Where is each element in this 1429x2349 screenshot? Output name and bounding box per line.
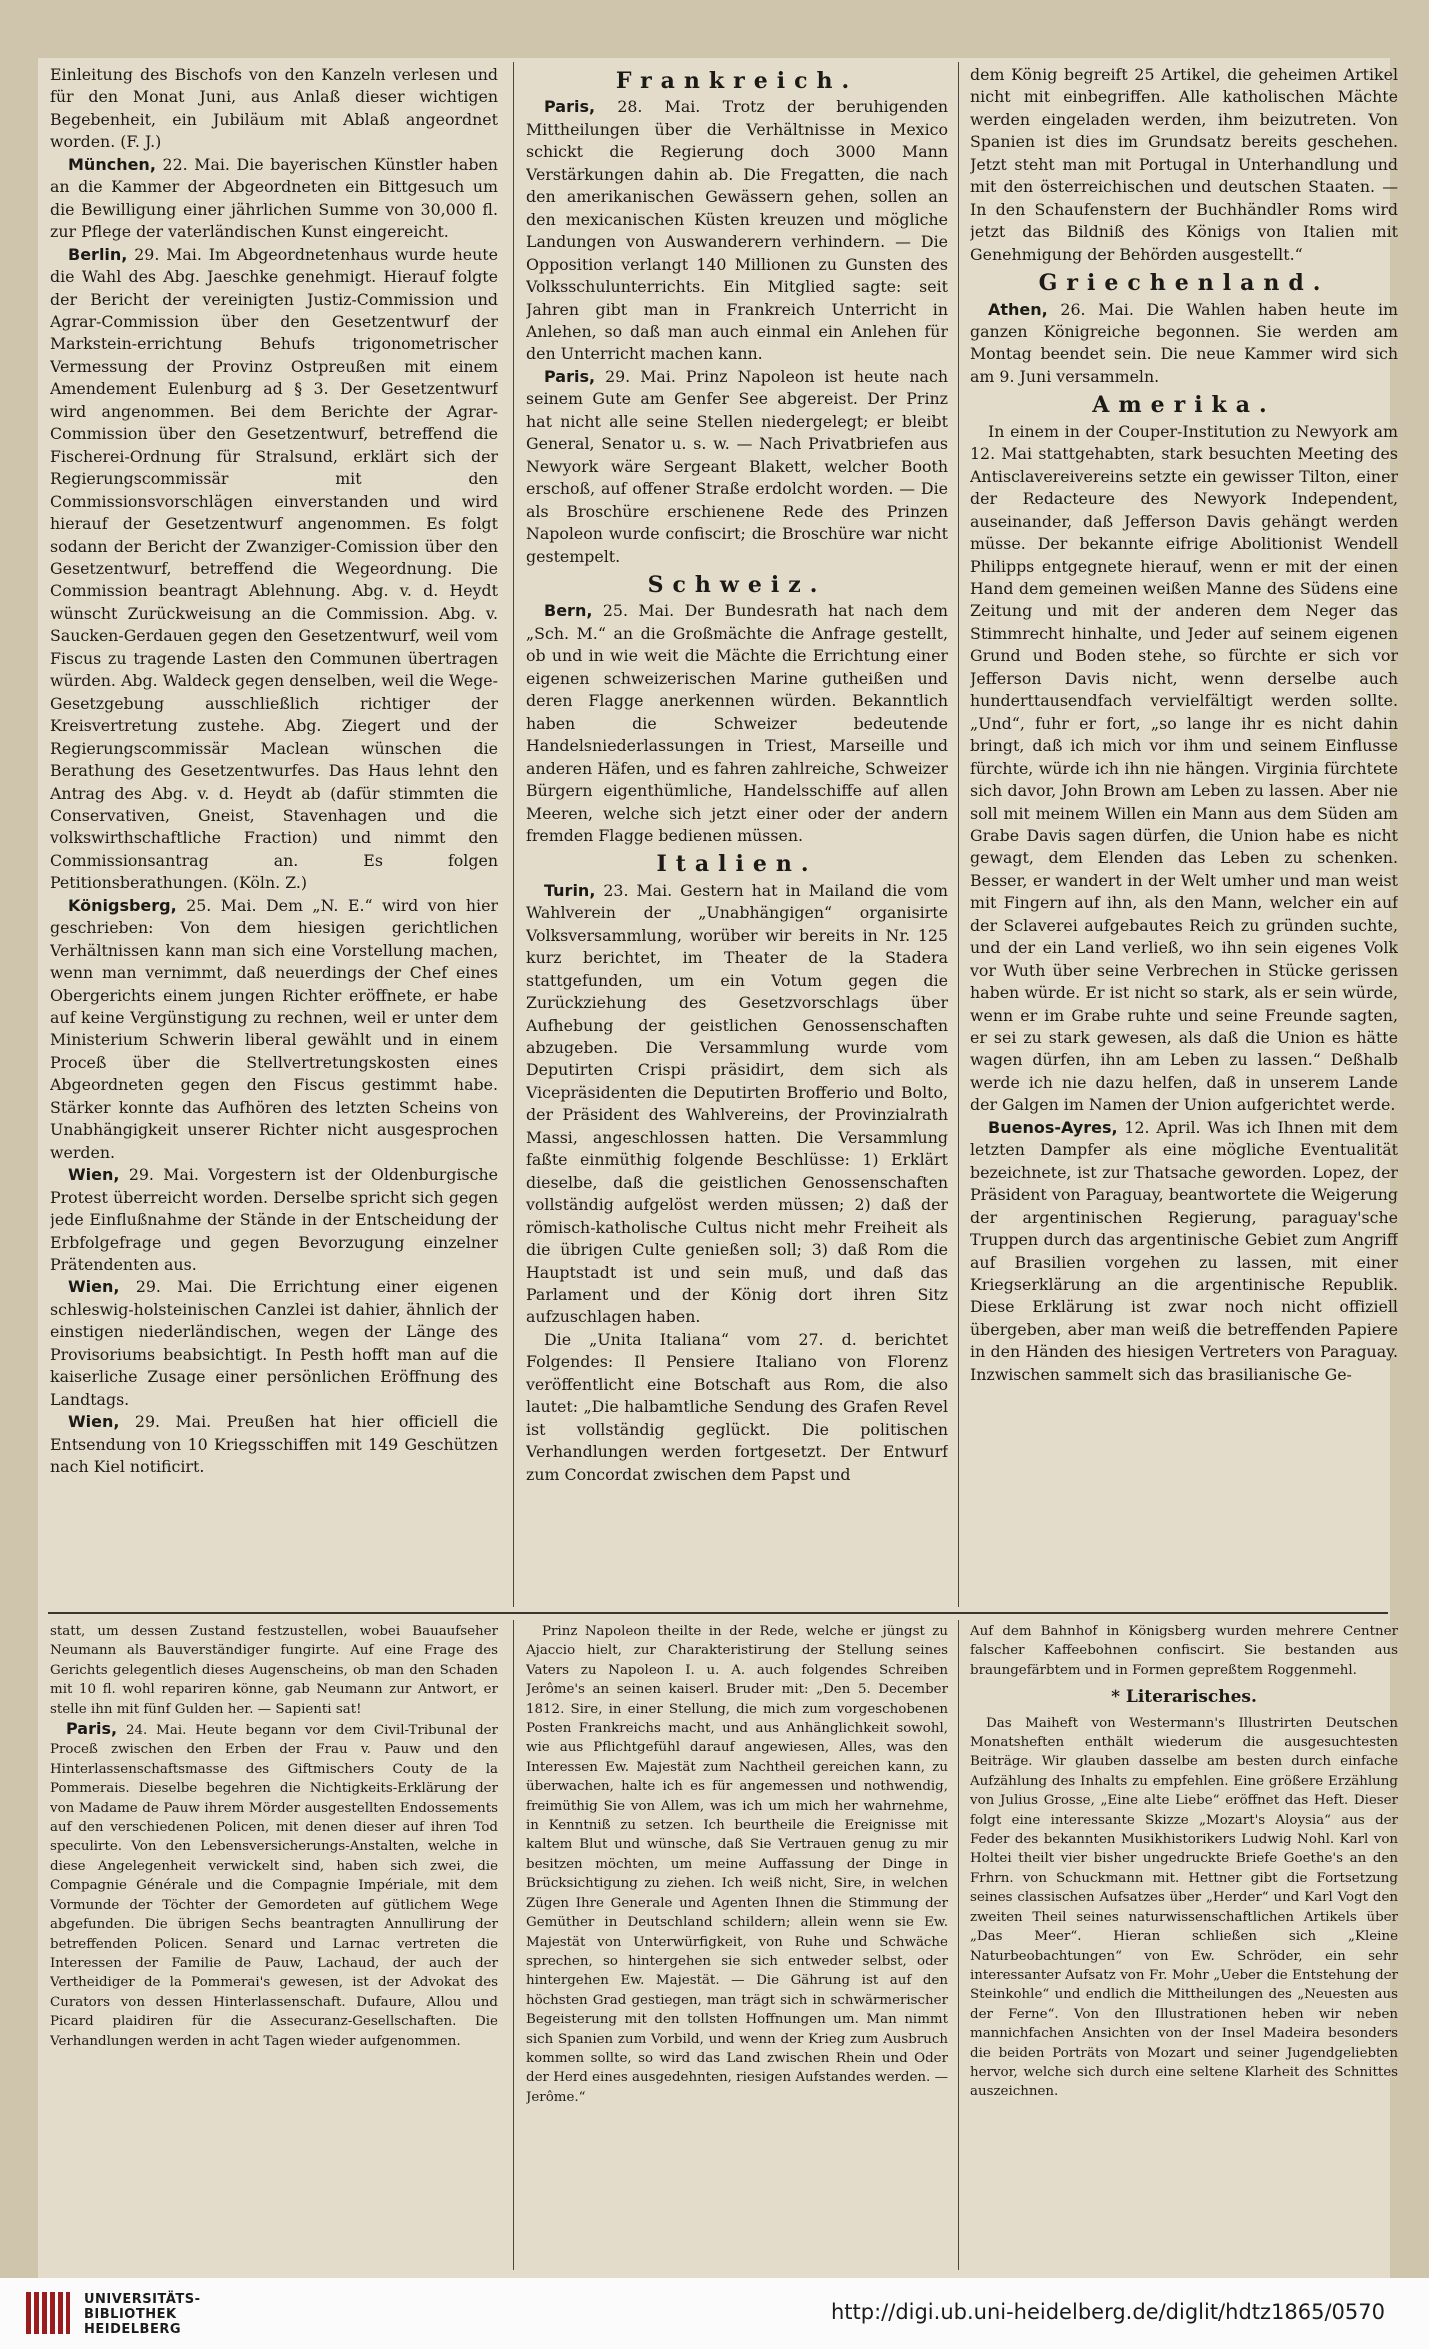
section-heading: * Literarisches. <box>1111 1687 1257 1708</box>
article-paragraph <box>50 64 498 154</box>
library-name-line2: BIBLIOTHEK <box>84 2307 177 2322</box>
article-paragraph <box>526 1622 948 2107</box>
library-name <box>84 2292 200 2337</box>
article-text: 28. Mai. Trotz der beruhigenden Mittheilungen über die Verhältnisse in Mexico schickt die Regierung doch 3000 Mann Verstärkungen dahin ab. Die Fregatten, die nach den amerikanischen Gewässern gehen, sollen an den mexicanischen Küsten kreuzen und mögliche Landungen von Auswanderern verhindern. — Die Opposition verlangt 140 Millionen zu Gunsten des Volksschulunterrichts. Ein Mitglied sagte: seit Jahren gibt man in Frankreich Unterricht in Anlehen, so daß man auch einmal ein Anlehen für den Unterricht machen kann. <box>526 97 948 364</box>
article-paragraph <box>50 1719 498 2051</box>
article-paragraph <box>50 1411 498 1478</box>
article-text: 22. Mai. Die bayerischen Künstler haben an die Kammer der Abgeordneten ein Bittgesuch um die Bewilligung einer jährlichen Summe von 30,000 fl. zur Pflege der vaterländischen Kunst eingereicht. <box>50 154 498 242</box>
article-paragraph <box>970 299 1398 389</box>
article-text: 29. Mai. Die Errichtung einer eigenen schleswig-holsteinischen Canzlei ist dahier, ähnlich der einstigen niederländischen, wegen der Länge des Provisoriums beabsichtigt. In Pesth hofft man auf die kaiserliche Zusage einer persönlichen Eröffnung des Landtags. <box>50 1277 498 1409</box>
university-library-logo-icon <box>24 2288 72 2338</box>
library-footer <box>0 2278 1429 2349</box>
dateline-place: Paris, <box>66 1719 118 1739</box>
lower-column-left <box>50 1622 498 2272</box>
article-text: 29. Mai. Vorgestern ist der Oldenburgische Protest überreicht worden. Derselbe spricht sich gegen jede Einflußnahme der Stände in der Entscheidung der Erbfolgefrage und gegen Bevorzugung einzelner Prätendenten aus. <box>50 1165 498 1275</box>
article-paragraph <box>50 244 498 895</box>
dateline-place: Wien, <box>68 1277 120 1297</box>
section-heading: Frankreich. <box>615 68 859 94</box>
article-text: 24. Mai. Heute begann vor dem Civil-Tribunal der Proceß zwischen den Erben der Frau v. Pauw und den Hinterlassenschaftsmasse des Giftmischers Couty de la Pommerais. Dieselbe begehren die Nichtigkeits-Erklärung der von Madame de Pauw ihrem Mörder ausgestellten Endossements auf den verschiedenen Policen, mit denen dieser auf ihren Tod speculirte. Von den Lebensversicherungs-Anstalten, welche in diese Angelegenheit verwickelt sind, haben sich zwei, die Compagnie Générale und die Compagnie Impériale, mit dem Vormunde der Töchter der Gemordeten auf gütlichem Wege abgefunden. Die übrigen Sechs beantragten Annullirung der betreffenden Policen. Senard und Larnac vertreten die Interessen der Familie de Pauw, Lachaud, der auch der Vertheidiger de la Pommerai's gewesen, ist der Advokat des Curators von dessen Hinterlassenschaft. Dufaure, Allou und Picard plaidiren für die Assecuranz-Gesellschaften. Die Verhandlungen werden in acht Tagen wieder aufgenommen. <box>50 1723 498 2049</box>
article-paragraph <box>526 600 948 847</box>
article-paragraph <box>50 1164 498 1276</box>
article-text: 12. April. Was ich Ihnen mit dem letzten Dampfer als eine mögliche Eventualität bezeichnete, ist zur Thatsache geworden. Lopez, der Präsident von Paraguay, beantwortete die Weigerung der argentinischen Regierung, paraguay'sche Truppen durch das argentinische Gebiet zum Angriff auf Brasilien vorgehen zu lassen, mit einer Kriegserklärung an die argentinische Republik. Diese Erklärung ist zwar noch nicht offiziell übergeben, aber man weiß die betreffenden Papiere in den Händen des hiesigen Vertreters von Paraguay. Inzwischen sammelt sich das brasilianische Ge- <box>970 1117 1398 1384</box>
article-paragraph <box>526 96 948 365</box>
article-paragraph <box>526 366 948 568</box>
article-paragraph <box>526 880 948 1329</box>
article-text: 29. Mai. Preußen hat hier officiell die Entsendung von 10 Kriegsschiffen mit 149 Geschützen nach Kiel notificirt. <box>50 1412 498 1477</box>
dateline-place: Paris, <box>544 366 596 386</box>
column-rule-2 <box>958 62 959 1607</box>
column-rule-1 <box>513 62 514 1607</box>
dateline-place: Königsberg, <box>68 895 177 915</box>
article-text: 25. Mai. Dem „N. E.“ wird von hier geschrieben: Von dem hiesigen gerichtlichen Verhältnissen kann man sich eine Vorstellung machen, wenn man vernimmt, daß neuerdings der Chef eines Obergerichts einem jungen Richter eröffnete, er habe auf keine Vergünstigung zu rechnen, weil er unter dem Ministerium Schwerin liberal gewählt und in einem Proceß über die Stellvertretungskosten eines Abgeordneten gegen den Fiscus gestimmt habe. Stärker konnte das Aufhören des letzten Scheins von Unabhängigkeit unserer Richter nicht ausgesprochen werden. <box>50 895 498 1162</box>
library-name-line1: UNIVERSITÄTS- <box>84 2292 201 2307</box>
article-paragraph <box>50 895 498 1164</box>
article-paragraph <box>50 1276 498 1411</box>
dateline-place: Turin, <box>544 880 596 900</box>
section-divider <box>48 1612 1388 1614</box>
lower-column-middle <box>526 1622 948 2272</box>
library-name-line3: HEIDELBERG <box>84 2322 182 2337</box>
article-text: 26. Mai. Die Wahlen haben heute im ganzen Königreiche begonnen. Sie werden am Montag beendet sein. Die neue Kammer wird sich am 9. Juni versammeln. <box>970 299 1398 386</box>
continued-text: Auf dem Bahnhof in Königsberg wurden mehrere Centner falscher Kaffeebohnen confiscirt. Sie bestanden aus braungefärbtem und in Formen gepreßtem Roggenmehl. <box>970 1624 1398 1678</box>
article-paragraph <box>50 154 498 244</box>
dateline-place: Paris, <box>544 97 596 117</box>
section-heading: Amerika. <box>1092 392 1276 419</box>
article-text: In einem in der Couper-Institution zu Newyork am 12. Mai stattgehabten, stark besuchten Meeting des Antisclavereivereins setzte ein gewisser Tilton, einer der Redacteure des Newyork Independent, auseinander, daß Jefferson Davis gehängt werden müsse. Der bekannte eifrige Abolitionist Wendell Philipps entgegnete hierauf, wenn er mit der einen Hand dem gemeinen weißen Manne des Südens eine Zeitung und mit der anderen dem Neger das Stimmrecht hinhalte, und Jeder auf seinem eigenen Grund und Boden stehe, so fürchte er sich vor Jefferson Davis nicht, wenn derselbe auch hunderttausendfach vervielfältigt werden sollte. „Und“, fuhr er fort, „so lange ihr es nicht dahin bringt, daß ich mich vor ihm und seinem Einflusse fürchte, würde ich ihn nie hängen. Virginia fürchtete sich davor, John Brown am Leben zu lassen. Aber nie soll mit meinem Willen ein Mann aus dem Süden am Grabe Davis sagen dürfen, die Union habe es nicht gewagt, dem Elenden das Leben zu schenken. Besser, er wandert in der Welt umher und man weist mit Fingern auf ihn, als den Mann, welcher ein auf der Sclaverei aufgebautes Reich zu gründen suchte, und der ein Land verließ, wo ihn sein eigenes Volk vor Wuth über seine Verbrechen in Stücke gerissen haben würde. Er ist nicht so stark, als er sein würde, wenn er im Grabe ruhte und seine Freunde sagten, er sei zu stark gewesen, als daß die Union es hätte wagen dürfen, ihn am Leben zu lassen.“ Deßhalb werde ich nie dazu helfen, daß in unserem Lande der Galgen im Namen der Union aufgerichtet werde. <box>970 421 1398 1115</box>
section-heading: Griechenland. <box>1038 270 1330 297</box>
literary-review-text: Das Maiheft von Westermann's Illustrirten Deutschen Monatsheften enthält wiederum die ausgesuchtesten Beiträge. Wir glauben dasselbe am besten durch einfache Aufzählung des Inhalts zu empfehlen. Eine größere Erzählung von Julius Grosse, „Eine alte Liebe“ eröffnet das Heft. Dieser folgt eine interessante Skizze „Mozart's Aloysia“ aus der Feder des bekannten Musikhistorikers Ludwig Nohl. Karl von Holtei theilt vier bisher ungedruckte Briefe Goethe's an den Frhrn. von Schuckmann mit. Hettner gibt die Fortsetzung seines classischen Aufsatzes über „Herder“ und Karl Vogt den zweiten Theil seines naturwissenschaftlichen Artikels über „Das Meer“. Hieran schließen sich „Kleine Naturbeobachtungen“ von Ew. Schröder, ein sehr interessanter Aufsatz von Fr. Mohr „Ueber die Entstehung der Steinkohle“ und endlich die Mittheilungen des „Neuesten aus der Ferne“. Von den Illustrationen heben wir neben mannichfachen Ansichten von der Insel Madeira besonders die beiden Porträts von Mozart und seiner Jugendgeliebten hervor, welche sich durch eine seltene Klarheit des Schnittes auszeichnen. <box>970 1715 1398 2100</box>
dateline-place: Berlin, <box>68 244 128 264</box>
article-text: Die „Unita Italiana“ vom 27. d. berichtet Folgendes: Il Pensiere Italiano von Florenz veröffentlicht eine Botschaft aus Rom, die also lautet: „Die halbamtliche Sendung des Grafen Revel ist vollständig geglückt. Die politischen Verhandlungen werden fortgesetzt. Der Entwurf zum Concordat zwischen dem Papst und <box>526 1329 948 1484</box>
lower-column-right <box>970 1622 1398 2272</box>
article-text: Einleitung des Bischofs von den Kanzeln verlesen und für den Monat Juni, aus Anlaß dieser wichtigen Begebenheit, ein Jubiläum mit Ablaß angeordnet worden. (F. J.) <box>50 65 498 152</box>
column-rule-3 <box>513 1620 514 2270</box>
dateline-place: Wien, <box>68 1412 120 1432</box>
section-heading: Schweiz. <box>647 571 827 598</box>
article-paragraph <box>970 1117 1398 1386</box>
section-heading: Italien. <box>656 851 818 878</box>
article-text: 29. Mai. Im Abgeordnetenhaus wurde heute die Wahl des Abg. Jaeschke genehmigt. Hierauf folgte der Bericht der vereinigten Justiz-Commission und Agrar-Commission über den Gesetzentwurf der Markstein-errichtung Behufs trigonometrischer Vermessung der Provinz Ostpreußen mit einem Amendement Eulenburg ad § 3. Der Gesetzentwurf wird angenommen. Bei dem Berichte der Agrar-Commission über den Gesetzentwurf, betreffend die Fischerei-Ordnung für Stralsund, erklärt sich der Regierungscommissär mit den Commissionsvorschlägen einverstanden und wird hierauf der Gesetzentwurf angenommen. Es folgt sodann der Bericht der Zwanziger-Comission über den Gesetzentwurf, betreffend die Wegeordnung. Die Commission beantragt Ablehnung. Abg. v. d. Heydt wünscht Zurückweisung an die Commission. Abg. v. Saucken-Gerdauen gegen den Gesetzentwurf, weil vom Fiscus zu tragende Lasten den Communen übertragen würden. Abg. Waldeck gegen denselben, weil die Wege-Gesetzgebung ausschließlich richtiger der Kreisvertretung zustehe. Abg. Ziegert und der Regierungscommissär Maclean wünschen die Berathung des Gesetzentwurfes. Das Haus lehnt den Antrag des Abg. v. d. Heydt ab (dafür stimmten die Conservativen, Gneist, Stavenhagen und die volkswirthschaftliche Fraction) und nimmt den Commissionsantrag an. Es folgen Petitionsberathungen. (Köln. Z.) <box>50 244 498 893</box>
dateline-place: Wien, <box>68 1165 120 1185</box>
dateline-place: Buenos-Ayres, <box>988 1117 1118 1137</box>
article-text: 23. Mai. Gestern hat in Mailand die vom Wahlverein der „Unabhängigen“ organisirte Volksversammlung, worüber wir bereits in Nr. 125 kurz berichtet, im Theater de la Stadera stattgefunden, um ein Votum gegen die Zurückziehung des Gesetzvorschlags über Aufhebung der geistlichen Genossenschaften abzugeben. Die Versammlung wurde vom Deputirten Crispi präsidirt, dem sich als Vicepräsidenten die Deputirten Brofferio und Bolto, der Präsident des Wahlvereins, der Provinzialrath Massi, angeschlossen hatten. Die Versammlung faßte einmüthig folgende Beschlüsse: 1) Erklärt dieselbe, daß die geistlichen Genossenschaften vollständig aufgelöst werden müssen; 2) daß der römisch-katholische Cultus nicht mehr Freiheit als die übrigen Culte genießen soll; 3) daß Rom die Hauptstadt ist und sein muß, und daß das Parlament und der König dort ihren Sitz aufzuschlagen haben. <box>526 880 948 1327</box>
article-text: statt, um dessen Zustand festzustellen, wobei Bauaufseher Neumann als Bauverständiger fungirte. Auf eine Frage des Gerichts gelegentlich dieses Augenscheins, ob man den Schaden mit 10 fl. wohl repariren könne, gab Neumann zur Antwort, er stelle ihn mit fünf Gulden her. — Sapienti sat! <box>50 1624 498 1717</box>
dateline-place: Bern, <box>544 601 593 621</box>
dateline-place: Athen, <box>988 299 1048 319</box>
dateline-place: München, <box>68 154 156 174</box>
column-rule-4 <box>958 1620 959 2270</box>
source-url[interactable]: http://digi.ub.uni-heidelberg.de/diglit/hdtz1865/0570 <box>830 2300 1385 2324</box>
article-text: 29. Mai. Prinz Napoleon ist heute nach seinem Gute am Genfer See abgereist. Der Prinz hat nicht alle seine Stellen niedergelegt; er bleibt General, Senator u. s. w. — Nach Privatbriefen aus Newyork wäre Sergeant Blakett, welcher Booth erschoß, auf offener Straße erdolcht worden. — Die als Broschüre erschienene Rede des Prinzen Napoleon wurde confiscirt; die Broschüre war nicht gestempelt. <box>526 366 948 566</box>
column-middle <box>526 64 948 1606</box>
article-paragraph <box>50 1622 498 1719</box>
article-text: 25. Mai. Der Bundesrath hat nach dem „Sch. M.“ an die Großmächte die Anfrage gestellt, ob und in wie weit die Mächte die Errichtung einer eigenen schweizerischen Marine gutheißen und deren Flagge anerkennen würden. Bekanntlich haben die Schweizer bedeutende Handelsniederlassungen in Triest, Marseille und anderen Häfen, und es fahren zahlreiche, Schweizer Bürgern eigenthümliche, Handelsschiffe auf allen Meeren, welche sich jetzt einer oder der andern fremden Flagge bedienen müssen. <box>526 601 948 845</box>
column-right <box>970 64 1398 1606</box>
article-paragraph <box>526 1329 948 1486</box>
column-left <box>50 64 498 1606</box>
article-paragraph <box>970 421 1398 1117</box>
continued-text: dem König begreift 25 Artikel, die geheimen Artikel nicht mit einbegriffen. Alle katholischen Mächte werden eingeladen werden, ihm beizutreten. Von Spanien ist dies im Grundsatz bereits geschehen. Jetzt steht man mit Portugal in Unterhandlung und mit den österreichischen und deutschen Staaten. — In den Schaufenstern der Buchhändler Roms wird jetzt das Bildniß des Königs von Italien mit Genehmigung der Behörden ausgestellt.“ <box>970 65 1398 264</box>
article-text: Prinz Napoleon theilte in der Rede, welche er jüngst zu Ajaccio hielt, zur Charakteristirung der Stellung seines Vaters zu Napoleon I. u. A. auch folgendes Schreiben Jerôme's an seinen kaiserl. Bruder mit: „Den 5. December 1812. Sire, in einer Stellung, die mich zum vorgeschobenen Posten Frankreichs macht, und aus Anhänglichkeit sowohl, wie aus Pflichtgefühl darauf angewiesen, Alles, was den Interessen Ew. Majestät zum Nachtheil gereichen kann, zu überwachen, halte ich es für angemessen und nothwendig, freimüthig Sie von Allem, was ich um mich her wahrnehme, in Kenntniß zu setzen. Ich beurtheile die Ereignisse mit kaltem Blut und wünsche, daß Sie Vertrauen genug zu mir besitzen möchten, um meine Auffassung der Dinge in Brücksichtigung zu ziehen. Ich weiß nicht, Sire, in welchen Zügen Ihre Generale und Agenten Ihnen die Stimmung der Gemüther in Deutschland schildern; allein wenn sie Ew. Majestät von Unterwürfigkeit, von Ruhe und Schwäche sprechen, so hintergehen sie sich entweder selbst, oder hintergehen Ew. Majestät. — Die Gährung ist auf den höchsten Grad gestiegen, man trägt sich in schwärmerischer Begeisterung mit den tollsten Hoffnungen um. Man nimmt sich Spanien zum Vorbild, und wenn der Krieg zum Ausbruch kommen sollte, so wird das Land zwischen Rhein und Oder der Herd eines ausgedehnten, riesigen Aufstandes werden. — Jerôme.“ <box>526 1624 948 2105</box>
